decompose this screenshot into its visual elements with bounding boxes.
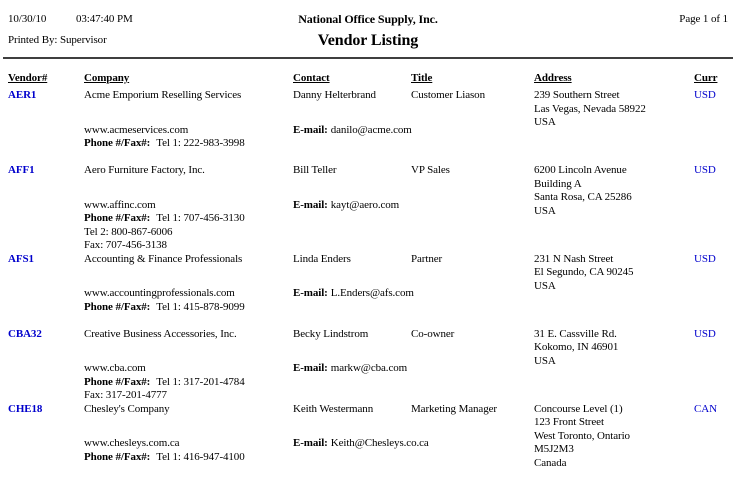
website-link: www.cba.com [84, 362, 146, 374]
address-cell [534, 403, 694, 471]
text-line: Concourse Level (1) [534, 402, 623, 415]
phone-line [84, 212, 293, 226]
contact-cell [293, 164, 411, 212]
text-line: West Toronto, Ontario [534, 429, 630, 442]
email-value: danilo@acme.com [330, 123, 412, 136]
title-cell: Marketing Manager [411, 402, 497, 415]
col-header-address: Address [534, 72, 572, 84]
text-line: 31 E. Cassville Rd. [534, 327, 617, 340]
company-cell [84, 403, 293, 465]
text-line: USA [534, 354, 556, 367]
report-date: 10/30/10 [8, 13, 47, 25]
email-value: markw@cba.com [330, 362, 408, 374]
vendor-id: AFF1 [8, 164, 35, 176]
phone-fax-label: Phone #/Fax#: [84, 300, 151, 313]
contact-name: Keith Westermann [293, 402, 374, 415]
company-name: Aero Furniture Factory, Inc. [84, 164, 205, 176]
currency-cell: USD [694, 89, 716, 101]
table-header-row [0, 72, 736, 84]
text-line: USA [534, 204, 556, 217]
address-cell [534, 89, 694, 130]
text-line: Fax: 317-201-4777 [84, 389, 167, 401]
address-cell [534, 328, 694, 369]
email-value: L.Enders@afs.com [330, 287, 414, 299]
printed-by: Printed By: Supervisor [8, 34, 107, 46]
phone-value: Tel 1: 416-947-4100 [156, 450, 245, 463]
report-title: Vendor Listing [317, 32, 419, 49]
website-link: www.acmeservices.com [84, 123, 189, 136]
col-header-company: Company [84, 72, 130, 84]
text-line: 123 Front Street [534, 416, 604, 428]
email-line [293, 199, 411, 213]
email-label: E-mail: [293, 287, 328, 299]
email-label: E-mail: [293, 198, 328, 211]
text-line: 239 Southern Street [534, 89, 620, 101]
email-line [293, 287, 414, 301]
phone-fax-label: Phone #/Fax#: [84, 137, 151, 149]
company-cell [84, 164, 293, 253]
text-line: Canada [534, 456, 567, 469]
phone-fax-label: Phone #/Fax#: [84, 375, 151, 388]
phone-value: Tel 1: 222-983-3998 [156, 137, 245, 149]
contact-cell [293, 252, 414, 301]
vendor-row [0, 164, 736, 253]
vendor-row [0, 403, 736, 478]
company-name: Accounting & Finance Professionals [84, 252, 243, 265]
phone-value: Tel 1: 415-878-9099 [156, 300, 245, 313]
email-label: E-mail: [293, 123, 328, 136]
email-label: E-mail: [293, 362, 328, 374]
company-name: Acme Emporium Reselling Services [84, 89, 242, 101]
company-name: Chesley's Company [84, 402, 170, 415]
company-name: Creative Business Accessories, Inc. [84, 327, 237, 340]
vendor-row [0, 253, 736, 328]
currency-cell: CAN [694, 402, 717, 415]
title-cell: VP Sales [411, 164, 450, 176]
company-cell [84, 253, 293, 315]
text-line: El Segundo, CA 90245 [534, 266, 634, 278]
header-divider [3, 57, 733, 59]
phone-fax-label: Phone #/Fax#: [84, 450, 151, 463]
phone-line [84, 301, 293, 315]
email-line [293, 124, 411, 138]
currency-cell: USD [694, 327, 716, 340]
phone-value: Tel 1: 707-456-3130 [156, 212, 245, 224]
contact-cell [293, 402, 429, 451]
page-indicator: Page 1 of 1 [679, 13, 728, 25]
contact-cell [293, 89, 411, 137]
company-name-header: National Office Supply, Inc. [298, 12, 438, 26]
col-header-currency: Curr [694, 72, 718, 84]
col-header-contact: Contact [293, 72, 330, 84]
phone-extra-lines [84, 389, 293, 403]
phone-fax-label: Phone #/Fax#: [84, 212, 151, 224]
col-header-title: Title [411, 72, 433, 84]
email-line [293, 362, 411, 376]
website-link: www.accountingprofessionals.com [84, 287, 235, 299]
text-line: Fax: 707-456-3138 [84, 239, 167, 251]
address-cell [534, 164, 694, 218]
vendor-list [0, 89, 736, 478]
website-link: www.chesleys.com.ca [84, 437, 180, 449]
email-label: E-mail: [293, 437, 328, 449]
currency-cell: USD [694, 252, 716, 265]
phone-line [84, 376, 293, 390]
text-line: 231 N Nash Street [534, 252, 614, 265]
contact-cell [293, 328, 411, 376]
phone-line [84, 137, 293, 151]
text-line: Tel 2: 800-867-6006 [84, 225, 173, 238]
currency-cell: USD [694, 164, 716, 176]
contact-name: Danny Helterbrand [293, 89, 376, 101]
address-cell [534, 253, 694, 294]
col-header-vendor: Vendor# [8, 72, 48, 84]
email-value: Keith@Chesleys.co.ca [330, 437, 429, 449]
vendor-id: CBA32 [8, 327, 42, 340]
email-value: kayt@aero.com [330, 198, 400, 211]
vendor-id: CHE18 [8, 402, 43, 415]
contact-name: Bill Teller [293, 164, 337, 176]
title-cell: Customer Liason [411, 89, 485, 101]
text-line: Santa Rosa, CA 25286 [534, 191, 632, 203]
phone-value: Tel 1: 317-201-4784 [156, 375, 245, 388]
company-cell [84, 89, 293, 151]
text-line: Las Vegas, Nevada 58922 [534, 102, 646, 115]
text-line: M5J2M3 [534, 443, 574, 455]
vendor-id: AFS1 [8, 252, 34, 265]
phone-line [84, 451, 293, 465]
email-line [293, 437, 429, 451]
phone-extra-lines [84, 226, 293, 253]
text-line: USA [534, 279, 556, 292]
text-line: Kokomo, IN 46901 [534, 341, 619, 353]
report-header [0, 0, 736, 57]
contact-name: Linda Enders [293, 252, 351, 265]
report-time: 03:47:40 PM [76, 13, 133, 25]
text-line: 6200 Lincoln Avenue [534, 164, 627, 176]
website-link: www.affinc.com [84, 198, 156, 211]
title-cell: Partner [411, 252, 443, 265]
title-cell: Co-owner [411, 327, 455, 340]
vendor-row [0, 328, 736, 403]
vendor-id: AER1 [8, 89, 37, 101]
company-cell [84, 328, 293, 403]
text-line: USA [534, 116, 556, 128]
vendor-row [0, 89, 736, 164]
contact-name: Becky Lindstrom [293, 327, 369, 340]
text-line: Building A [534, 177, 582, 190]
